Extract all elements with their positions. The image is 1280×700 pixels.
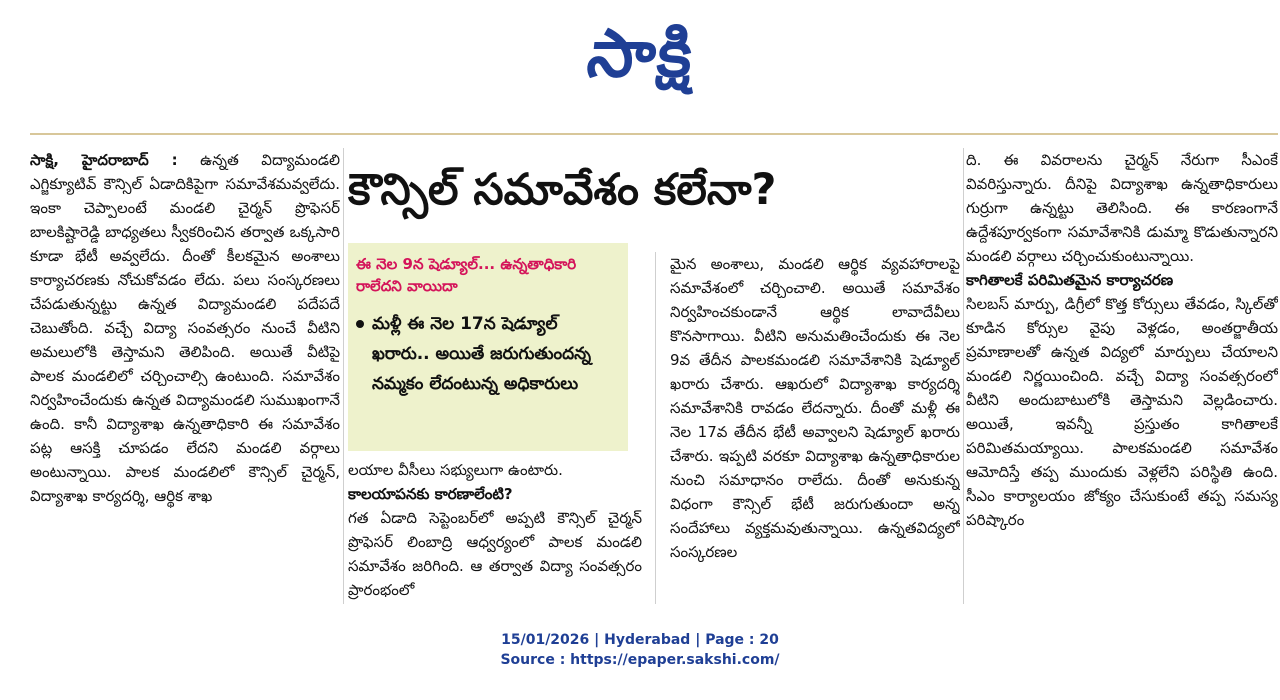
column-2-text-1: లయాల వీసీలు సభ్యులుగా ఉంటారు. bbox=[348, 461, 563, 479]
column-2 bbox=[348, 458, 642, 606]
highlight-bullet bbox=[356, 309, 620, 399]
column-4-text-2: సిలబస్ మార్పు, డిగ్రీలో కొత్త కోర్సులు తేవడం, స్కిల్‌తో కూడిన కోర్సుల వైపు వెళ్లడం, అంతర్జాతీయ ప్రమాణాలతో ఉన్నత విద్యలో మార్పులు చేయాలని మండలి నిర్ణయించింది. వచ్చే విద్యా సంవత్సరంలో వీటిని అందుబాటులోకి తెస్తామని వెల్లడించారు. అయితే, ఇవన్నీ ప్రస్తుతం కాగితాలకే పరిమితమయ్యాయి. పాలకమండలి సమావేశం ఆమోదిస్తే తప్ప ముందుకు వెళ్లలేని పరిస్థితి ఉంది. సీఎం కార్యాలయం జోక్యం చేసుకుంటే తప్ప సమస్య పరిష్కారం bbox=[966, 295, 1278, 529]
article bbox=[30, 140, 1278, 606]
column-3 bbox=[670, 252, 960, 606]
highlight-bullet-text: మళ్లీ ఈ నెల 17న షెడ్యూల్ ఖరారు.. అయితే జరుగుతుందన్న నమ్మకం లేదంటున్న అధికారులు bbox=[372, 314, 592, 394]
column-3-text: మైన అంశాలు, మండలి ఆర్థిక వ్యవహారాలపై సమావేశంలో చర్చించాలి. అయితే సమావేశం నిర్వహించకుండానే ఆర్థిక లావాదేవీలు కొనసాగాయి. వీటిని అనుమతించేందుకు ఈ నెల 9వ తేదీన పాలకమండలి సమావేశానికి షెడ్యూల్ ఖరారు చేశారు. ఆఖరులో విద్యాశాఖ కార్యదర్శి సమావేశానికి రావడం లేదన్నారు. దీంతో మళ్లీ ఈ నెల 17వ తేదీన భేటీ అవ్వాలని షెడ్యూల్ ఖరారు చేశారు. ఇప్పటి వరకూ విద్యాశాఖ ఉన్నతాధికారుల నుంచి సమాధానం రాలేదు. దీంతో అనుకున్న విధంగా కౌన్సిల్ భేటీ జరుగుతుందా అన్న సందేహాలు వ్యక్తమవుతున్నాయి. ఉన్నతవిద్యలో సంస్కరణల bbox=[670, 255, 960, 561]
top-rule bbox=[30, 133, 1278, 135]
column-divider bbox=[963, 148, 964, 604]
footer-source-link[interactable]: Source : https://epaper.sakshi.com/ bbox=[500, 652, 780, 668]
footer bbox=[0, 630, 1280, 670]
column-1 bbox=[30, 148, 340, 606]
bullet-icon bbox=[356, 320, 364, 328]
column-divider bbox=[655, 252, 656, 604]
subhead-delay: కాలయాపనకు కారణాలేంటి? bbox=[348, 485, 513, 503]
headline: కౌన్సిల్ సమావేశం కలేనా? bbox=[348, 165, 777, 215]
column-2-text-2: గత ఏడాది సెప్టెంబర్‌లో అప్పటి కౌన్సిల్ చైర్మన్ ప్రొఫెసర్ లింబాద్రి ఆధ్వర్యంలో పాలక మండలి సమావేశం జరిగింది. ఆ తర్వాత విద్యా సంవత్సరం ప్రారంభంలో bbox=[348, 509, 642, 599]
sakshi-logo: సాక్షి bbox=[583, 14, 699, 92]
subhead-paper-plans: కాగితాలకే పరిమితమైన కార్యాచరణ bbox=[966, 271, 1174, 289]
column-4-text-1: ది. ఈ వివరాలను చైర్మన్ నేరుగా సీఎంకే వివరిస్తున్నారు. దీనిపై విద్యాశాఖ ఉన్నతాధికారులు గుర్రుగా ఉన్నట్టు తెలిసింది. ఈ కారణంగానే ఉద్దేశపూర్వకంగా సమావేశానికి డుమ్మా కొడుతున్నారని మండలి వర్గాలు చర్చించుకుంటున్నాయి. bbox=[966, 151, 1278, 265]
column-4 bbox=[966, 148, 1278, 606]
column-1-text: ఉన్నత విద్యామండలి ఎగ్జిక్యూటివ్ కౌన్సిల్ ఏడాదికిపైగా సమావేశమవ్వలేదు. ఇంకా చెప్పాలంటే మండలి చైర్మన్ ప్రొఫెసర్ బాలకిష్టారెడ్డి బాధ్యతలు స్వీకరించిన తర్వాత ఒక్కసారి కూడా భేటీ అవ్వలేదు. దీంతో కీలకమైన అంశాలు కార్యాచరణకు నోచుకోవడం లేదు. పలు సంస్కరణలు చేపడుతున్నట్టు ఉన్నత విద్యామండలి పదేపదే చెబుతోంది. వచ్చే విద్యా సంవత్సరం నుంచే వీటిని అమలులోకి తెస్తామని తెలిపింది. అయితే వీటిపై పాలక మండలిలో చర్చించాల్సి ఉంటుంది. సమావేశం నిర్వహించేందుకు ఉన్నత విద్యామండలి సుముఖంగానే ఉంది. కానీ విద్యాశాఖ ఉన్నతాధికారి ఈ సమావేశం పట్ల ఆసక్తి చూపడం లేదని మండలి వర్గాలు అంటున్నాయి. పాలక మండలిలో కౌన్సిల్ చైర్మన్, విద్యాశాఖ కార్యదర్శి, ఆర్థిక శాఖ bbox=[30, 151, 340, 505]
column-divider bbox=[343, 148, 344, 604]
masthead bbox=[0, 0, 1280, 122]
dateline: సాక్షి, హైదరాబాద్ : bbox=[30, 151, 178, 169]
highlight-box bbox=[348, 243, 628, 451]
footer-date-line: 15/01/2026 | Hyderabad | Page : 20 bbox=[501, 632, 779, 648]
highlight-title: ఈ నెల 9న షెడ్యూల్... ఉన్నతాధికారి రాలేదని వాయిదా bbox=[356, 255, 577, 295]
